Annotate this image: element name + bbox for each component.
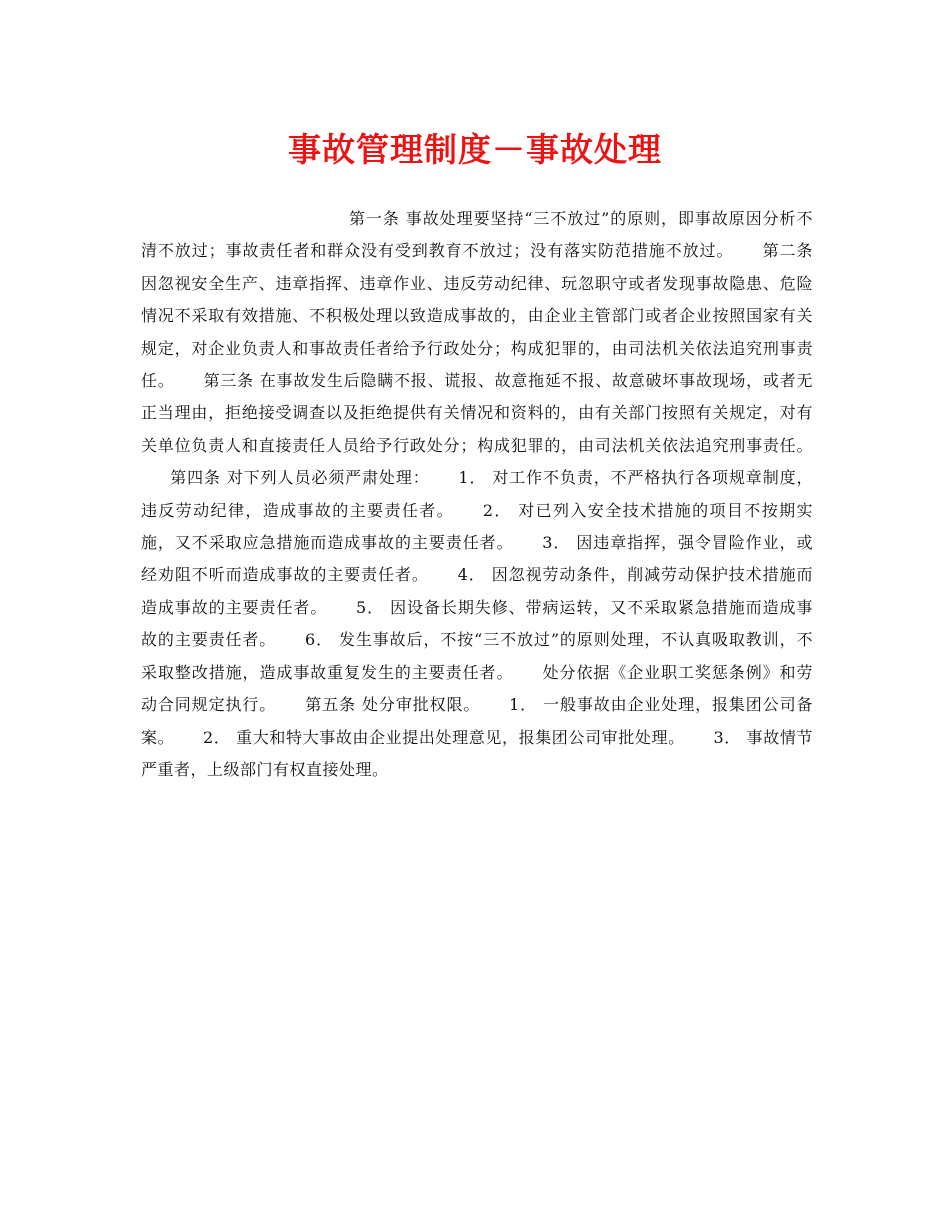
article-5-item-2: 2． 重大和特大事故由企业提出处理意见，报集团公司审批处理。	[203, 727, 685, 747]
article-5-heading: 第五条 处分审批权限。	[304, 695, 481, 715]
article-4-item-6: 6． 发生事故后，不按“三不放过”的原则处理，不认真吸取教训，不采取整改措施，造成事故重复发生的主要责任者。	[141, 630, 813, 682]
article-4-item-3: 3． 因违章指挥，强令冒险作业，或经劝阻不听而造成事故的主要责任者。	[141, 533, 813, 585]
article-2: 第二条 因忽视安全生产、违章指挥、违章作业、违反劳动纪律、玩忽职守或者发现事故隐患、危险情况不采取有效措施、不积极处理以致造成事故的，由企业主管部门或者企业按照国家有关规定，对企业负责人和事故责任者给予行政处分；构成犯罪的，由司法机关依法追究刑事责任。	[141, 241, 813, 391]
article-4-heading: 第四条 对下列人员必须严肃处理：	[169, 468, 430, 488]
article-3: 第三条 在事故发生后隐瞒不报、谎报、故意拖延不报、故意破坏事故现场，或者无正当理由，拒绝接受调查以及拒绝提供有关情况和资料的，由有关部门按照有关规定，对有关单位负责人和直接责任人员给予行政处分；构成犯罪的，由司法机关依法追究刑事责任。	[141, 371, 813, 455]
article-4-basis: 处分依据《企业职工奖惩条例》和劳动合同规定执行。	[141, 662, 813, 715]
article-5-item-1: 1． 一般事故由企业处理，报集团公司备案。	[141, 695, 813, 747]
article-5-item-3: 3． 事故情节严重者，上级部门有权直接处理。	[141, 727, 813, 779]
article-4-item-1: 1． 对工作不负责，不严格执行各项规章制度，违反劳动纪律，造成事故的主要责任者。	[141, 468, 813, 520]
article-4-item-4: 4． 因忽视劳动条件，削减劳动保护技术措施而造成事故的主要责任者。	[141, 565, 813, 617]
document-body	[141, 203, 813, 786]
document-title: 事故管理制度－事故处理	[288, 130, 662, 169]
article-4-item-2: 2． 对已列入安全技术措施的项目不按期实施，又不采取应急措施而造成事故的主要责任者。	[141, 500, 813, 553]
article-4-item-5: 5． 因设备长期失修、带病运转，又不采取紧急措施而造成事故的主要责任者。	[141, 597, 813, 650]
article-1: 第一条 事故处理要坚持“三不放过”的原则，即事故原因分析不清不放过；事故责任者和群众没有受到教育不放过；没有落实防范措施不放过。	[141, 209, 813, 261]
